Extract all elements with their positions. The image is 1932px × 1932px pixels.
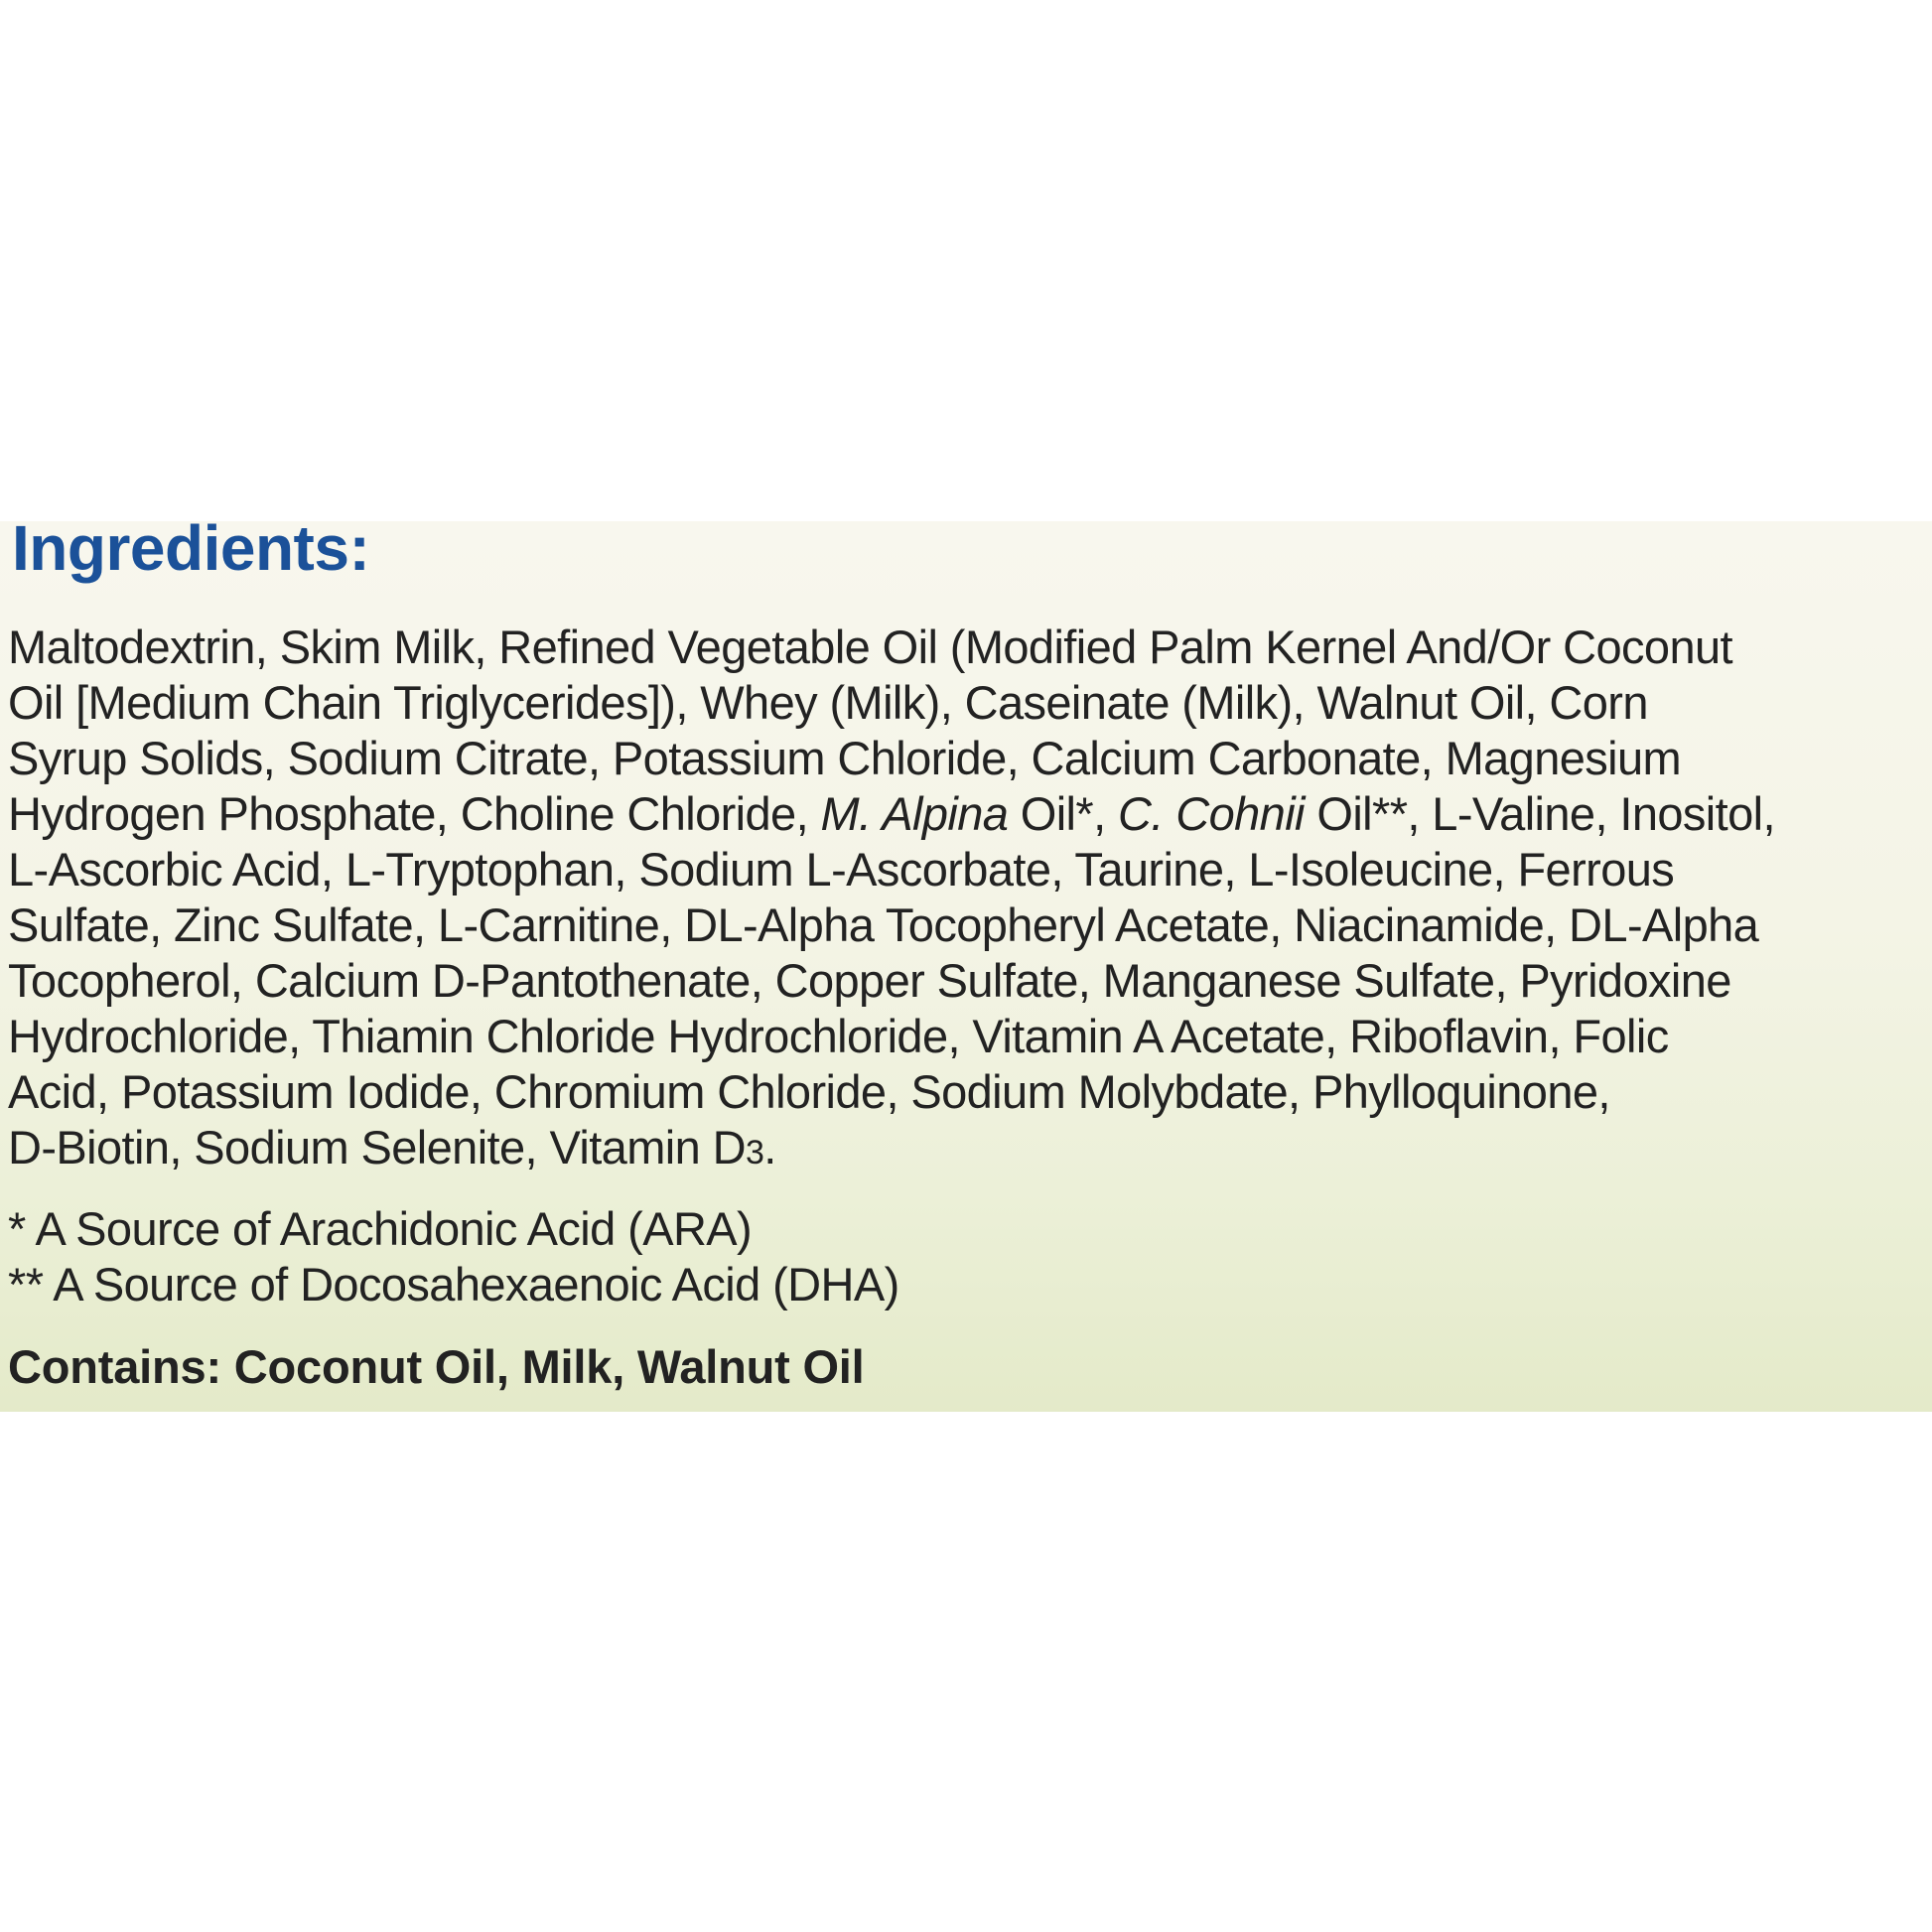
- ingredients-text-segment: .: [763, 1121, 776, 1173]
- ingredients-line: Oil [Medium Chain Triglycerides]), Whey (Milk), Caseinate (Milk), Walnut Oil, Corn: [8, 676, 1648, 729]
- ingredients-line: Acid, Potassium Iodide, Chromium Chloride, Sodium Molybdate, Phylloquinone,: [8, 1065, 1610, 1118]
- ingredients-line: L-Ascorbic Acid, L-Tryptophan, Sodium L-Ascorbate, Taurine, L-Isoleucine, Ferrous: [8, 843, 1675, 896]
- ingredients-line: Syrup Solids, Sodium Citrate, Potassium Chloride, Calcium Carbonate, Magnesium: [8, 732, 1682, 784]
- species-name-italic: C. Cohnii: [1118, 787, 1305, 840]
- ingredients-line: Maltodextrin, Skim Milk, Refined Vegetable Oil (Modified Palm Kernel And/Or Coconut: [8, 621, 1733, 673]
- ingredients-paragraph: [8, 620, 1775, 1180]
- ingredients-line: Hydrochloride, Thiamin Chloride Hydrochloride, Vitamin A Acetate, Riboflavin, Folic: [8, 1010, 1669, 1062]
- vitamin-d3-digit: 3: [745, 1134, 764, 1172]
- species-name-italic: M. Alpina: [820, 787, 1009, 840]
- footnote-ara: * A Source of Arachidonic Acid (ARA): [8, 1202, 753, 1255]
- ingredients-text-segment: D-Biotin, Sodium Selenite, Vitamin D: [8, 1121, 746, 1173]
- ingredients-text-segment: Oil*,: [1008, 787, 1118, 840]
- ingredients-text-segment: Oil**, L-Valine, Inositol,: [1304, 787, 1775, 840]
- allergen-contains-statement: Contains: Coconut Oil, Milk, Walnut Oil: [8, 1340, 865, 1393]
- footnotes: [8, 1201, 899, 1312]
- ingredients-line: [8, 1120, 1775, 1180]
- footnote-dha: ** A Source of Docosahexaenoic Acid (DHA): [8, 1258, 899, 1311]
- ingredients-line: Tocopherol, Calcium D-Pantothenate, Copper Sulfate, Manganese Sulfate, Pyridoxine: [8, 954, 1731, 1007]
- ingredients-line: Sulfate, Zinc Sulfate, L-Carnitine, DL-Alpha Tocopheryl Acetate, Niacinamide, DL-Alpha: [8, 898, 1759, 951]
- ingredients-text-segment: Hydrogen Phosphate, Choline Chloride,: [8, 787, 821, 840]
- ingredients-heading: Ingredients:: [12, 512, 370, 584]
- ingredients-line: [8, 786, 1775, 842]
